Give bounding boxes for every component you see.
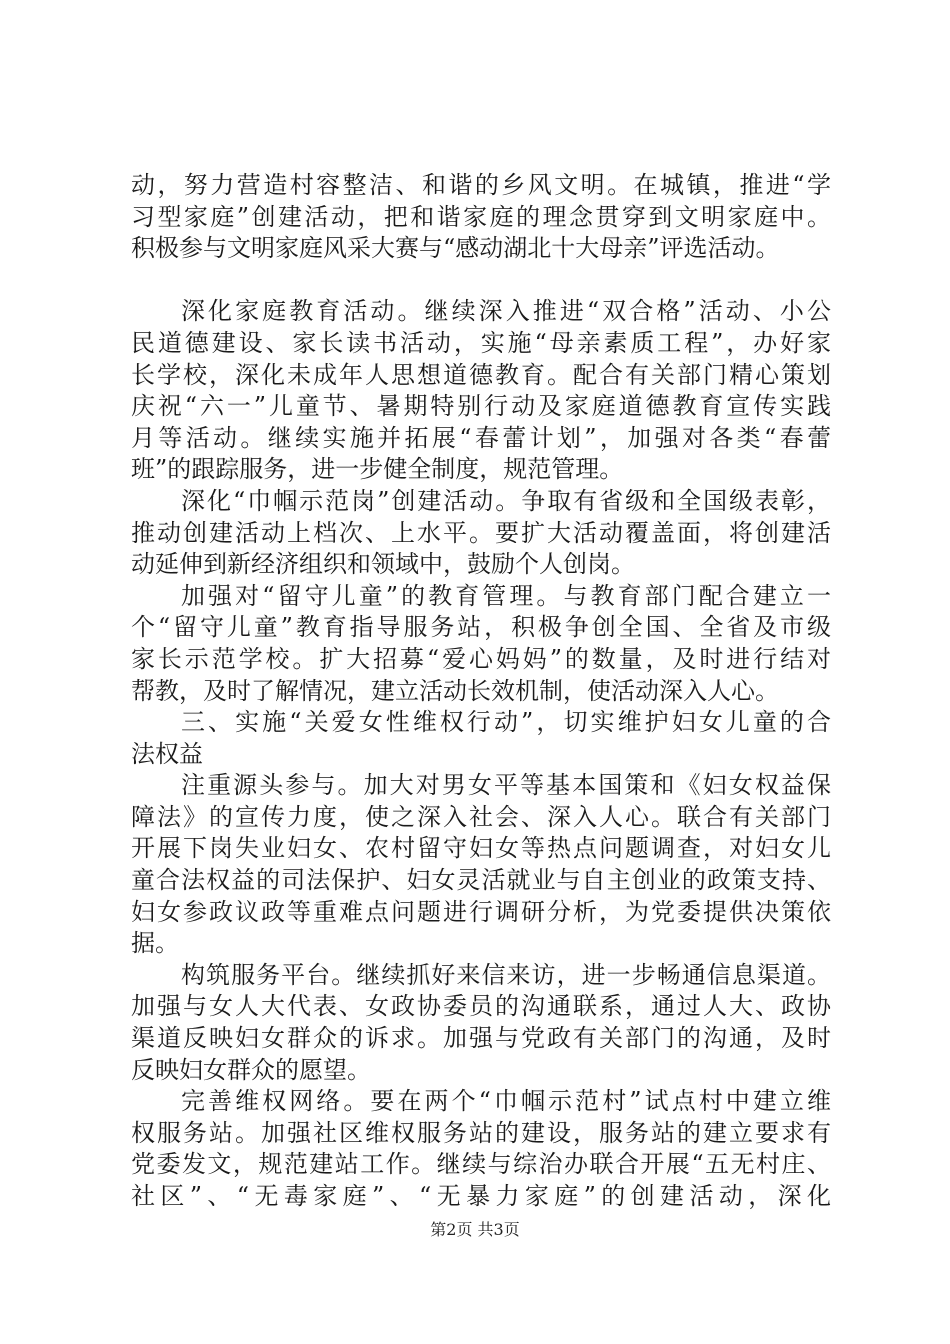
document-body [131, 170, 831, 1213]
paragraph-gap [131, 265, 831, 297]
text-line: 深化“巾帼示范岗”创建活动。争取有省级和全国级表彰， [181, 486, 831, 515]
text-line: 积极参与文明家庭风采大赛与“感动湖北十大母亲”评选活动。 [131, 234, 780, 263]
page-number: 第2页 共3页 [430, 1220, 520, 1239]
paragraph-p3 [131, 581, 831, 707]
text-line: 动，努力营造村容整洁、和谐的乡风文明。在城镇，推进“学 [131, 171, 831, 199]
text-line: 注重源头参与。加大对男女平等基本国策和《妇女权益保 [181, 771, 831, 800]
text-line: 障法》的宣传力度，使之深入社会、深入人心。联合有关部门 [131, 802, 831, 831]
text-line: 开展下岗失业妇女、农村留守妇女等热点问题调查，对妇女儿 [131, 834, 831, 863]
paragraph-p2 [131, 486, 831, 581]
text-line: 法权益 [131, 739, 203, 768]
text-line: 家长示范学校。扩大招募“爱心妈妈”的数量，及时进行结对 [131, 644, 831, 673]
text-line: 渠道反映妇女群众的诉求。加强与党政有关部门的沟通，及时 [131, 1024, 831, 1053]
text-line: 长学校，深化未成年人思想道德教育。配合有关部门精心策划 [131, 360, 831, 389]
text-line: 构筑服务平台。继续抓好来信来访，进一步畅通信息渠道。 [181, 960, 831, 989]
text-line: 党委发文，规范建站工作。继续与综治办联合开展“五无村庄、 [131, 1150, 831, 1179]
paragraph-p0 [131, 170, 831, 265]
section-heading [131, 707, 831, 770]
text-line: 庆祝“六一”儿童节、暑期特别行动及家庭道德教育宣传实践 [131, 392, 831, 421]
text-line: 民道德建设、家长读书活动，实施“母亲素质工程”，办好家 [131, 328, 831, 357]
text-line: 妇女参政议政等重难点问题进行调研分析，为党委提供决策依 [131, 897, 831, 926]
text-line: 深化家庭教育活动。继续深入推进“双合格”活动、小公 [181, 297, 831, 326]
text-line: 推动创建活动上档次、上水平。要扩大活动覆盖面，将创建活 [131, 518, 831, 547]
text-line: 加强对“留守儿童”的教育管理。与教育部门配合建立一 [181, 581, 831, 610]
page-footer [0, 1217, 950, 1240]
text-line: 三、实施“关爱女性维权行动”，切实维护妇女儿童的合 [181, 708, 831, 737]
text-line: 据。 [131, 929, 179, 958]
text-line: 习型家庭”创建活动，把和谐家庭的理念贯穿到文明家庭中。 [131, 202, 831, 231]
text-line: 班”的跟踪服务，进一步健全制度，规范管理。 [131, 455, 624, 484]
text-line: 个“留守儿童”教育指导服务站，积极争创全国、全省及市级 [131, 613, 831, 642]
text-line: 月等活动。继续实施并拓展“春蕾计划”，加强对各类“春蕾 [131, 423, 831, 452]
text-line: 权服务站。加强社区维权服务站的建设，服务站的建立要求有 [131, 1118, 831, 1147]
text-line: 童合法权益的司法保护、妇女灵活就业与自主创业的政策支持、 [131, 866, 831, 895]
paragraph-p6 [131, 960, 831, 1086]
text-line: 社区”、“无毒家庭”、“无暴力家庭”的创建活动，深化 [131, 1182, 831, 1210]
paragraph-p7 [131, 1086, 831, 1212]
text-line: 动延伸到新经济组织和领域中，鼓励个人创岗。 [131, 550, 635, 579]
paragraph-p1 [131, 296, 831, 486]
text-line: 反映妇女群众的愿望。 [131, 1055, 371, 1084]
text-line: 加强与女人大代表、女政协委员的沟通联系，通过人大、政协 [131, 992, 831, 1021]
text-line: 帮教，及时了解情况，建立活动长效机制，使活动深入人心。 [131, 676, 779, 705]
paragraph-p5 [131, 770, 831, 960]
text-line: 完善维权网络。要在两个“巾帼示范村”试点村中建立维 [181, 1087, 831, 1116]
